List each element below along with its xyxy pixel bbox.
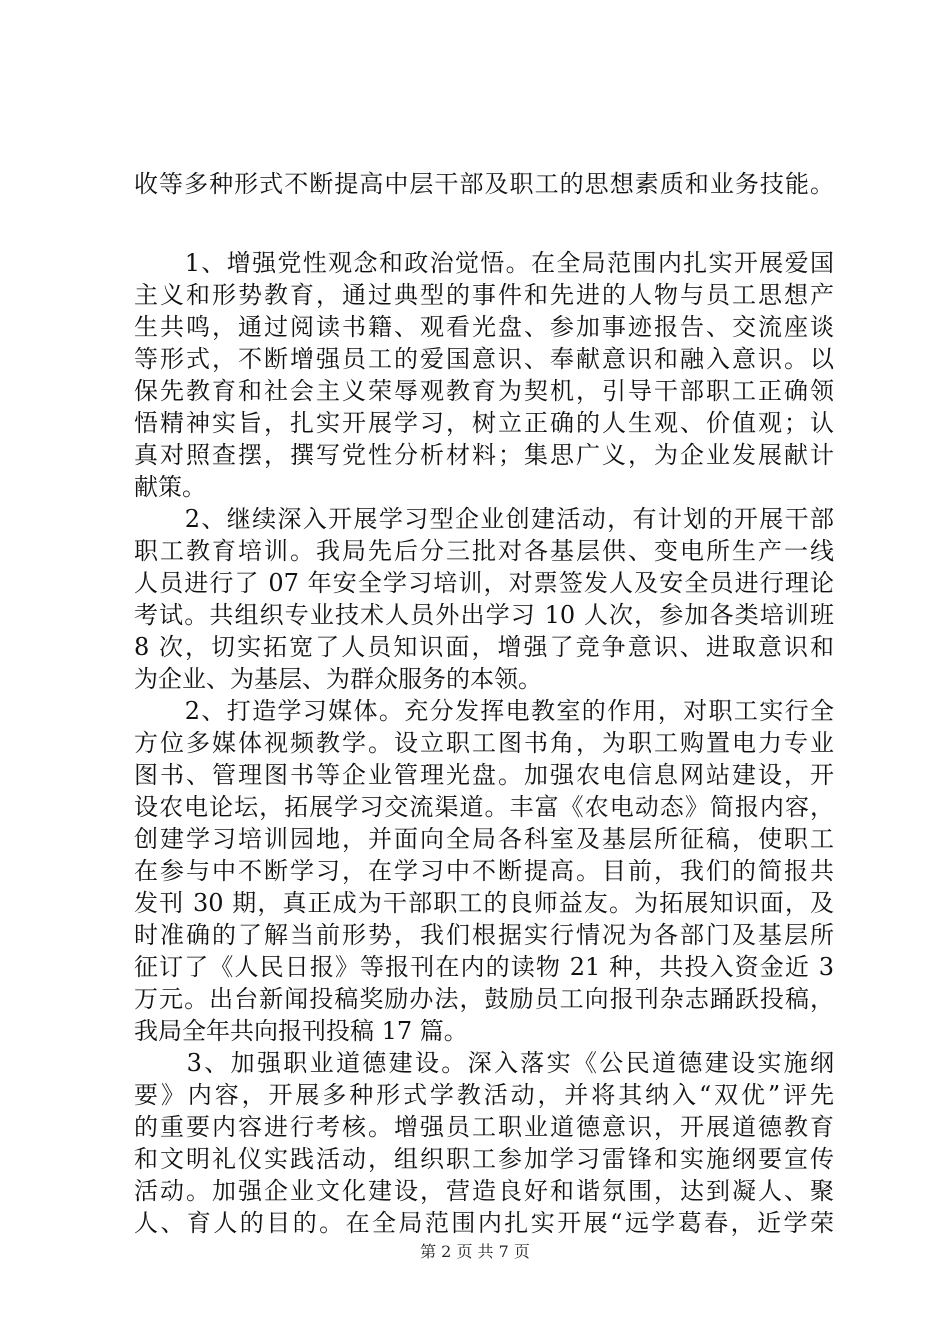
text-line: 真对照查摆，撰写党性分析材料；集思广义，为企业发展献计 (134, 441, 834, 469)
text-line: 图书、管理图书等企业管理光盘。加强农电信息网站建设，开 (134, 761, 834, 789)
text-line: 收等多种形式不断提高中层干部及职工的思想素质和业务技能。 (134, 170, 834, 198)
text-line: 设农电论坛，拓展学习交流渠道。丰富《农电动态》简报内容， (134, 793, 834, 821)
page-footer: 第 2 页 共 7 页 (420, 1242, 530, 1261)
text-line: 方位多媒体视频教学。设立职工图书角，为职工购置电力专业 (134, 729, 834, 757)
text-line: 为企业、为基层、为群众服务的本领。 (134, 665, 542, 693)
text-line: 献策。 (134, 473, 206, 501)
text-line: 我局全年共向报刊投稿 17 篇。 (134, 1017, 468, 1045)
text-line: 发刊 30 期，真正成为干部职工的良师益友。为拓展知识面，及 (134, 889, 834, 917)
text-line: 2、打造学习媒体。充分发挥电教室的作用，对职工实行全 (134, 697, 834, 725)
text-line: 在参与中不断学习，在学习中不断提高。目前，我们的简报共 (134, 857, 834, 885)
text-line: 职工教育培训。我局先后分三批对各基层供、变电所生产一线 (134, 537, 834, 565)
text-line: 的重要内容进行考核。增强员工职业道德意识，开展道德教育 (134, 1113, 834, 1141)
text-line: 考试。共组织专业技术人员外出学习 10 人次，参加各类培训班 (134, 601, 834, 629)
text-line: 创建学习培训园地，并面向全局各科室及基层所征稿，使职工 (134, 825, 834, 853)
text-line: 3、加强职业道德建设。深入落实《公民道德建设实施纲 (134, 1049, 834, 1077)
text-line: 等形式，不断增强员工的爱国意识、奉献意识和融入意识。以 (134, 345, 834, 373)
text-line: 主义和形势教育，通过典型的事件和先进的人物与员工思想产 (134, 281, 834, 309)
text-line: 2、继续深入开展学习型企业创建活动，有计划的开展干部 (134, 505, 834, 533)
text-line: 悟精神实旨，扎实开展学习，树立正确的人生观、价值观；认 (134, 409, 834, 437)
text-line: 1、增强党性观念和政治觉悟。在全局范围内扎实开展爱国 (134, 249, 834, 277)
text-line: 万元。出台新闻投稿奖励办法，鼓励员工向报刊杂志踊跃投稿， (134, 985, 834, 1013)
text-line: 和文明礼仪实践活动，组织职工参加学习雷锋和实施纲要宣传 (134, 1145, 834, 1173)
text-line: 活动。加强企业文化建设，营造良好和谐氛围，达到凝人、聚 (134, 1177, 834, 1205)
text-line: 时准确的了解当前形势，我们根据实行情况为各部门及基层所 (134, 921, 834, 949)
text-line: 保先教育和社会主义荣辱观教育为契机，引导干部职工正确领 (134, 377, 834, 405)
text-line: 生共鸣，通过阅读书籍、观看光盘、参加事迹报告、交流座谈 (134, 313, 834, 341)
text-line: 征订了《人民日报》等报刊在内的读物 21 种，共投入资金近 3 (134, 953, 834, 981)
text-line: 要》内容，开展多种形式学教活动，并将其纳入“双优”评先 (134, 1081, 834, 1109)
text-line: 人、育人的目的。在全局范围内扎实开展“远学葛春，近学荣 (134, 1209, 834, 1237)
text-line: 8 次，切实拓宽了人员知识面，增强了竞争意识、进取意识和 (134, 633, 834, 661)
text-line: 人员进行了 07 年安全学习培训，对票签发人及安全员进行理论 (134, 569, 834, 597)
